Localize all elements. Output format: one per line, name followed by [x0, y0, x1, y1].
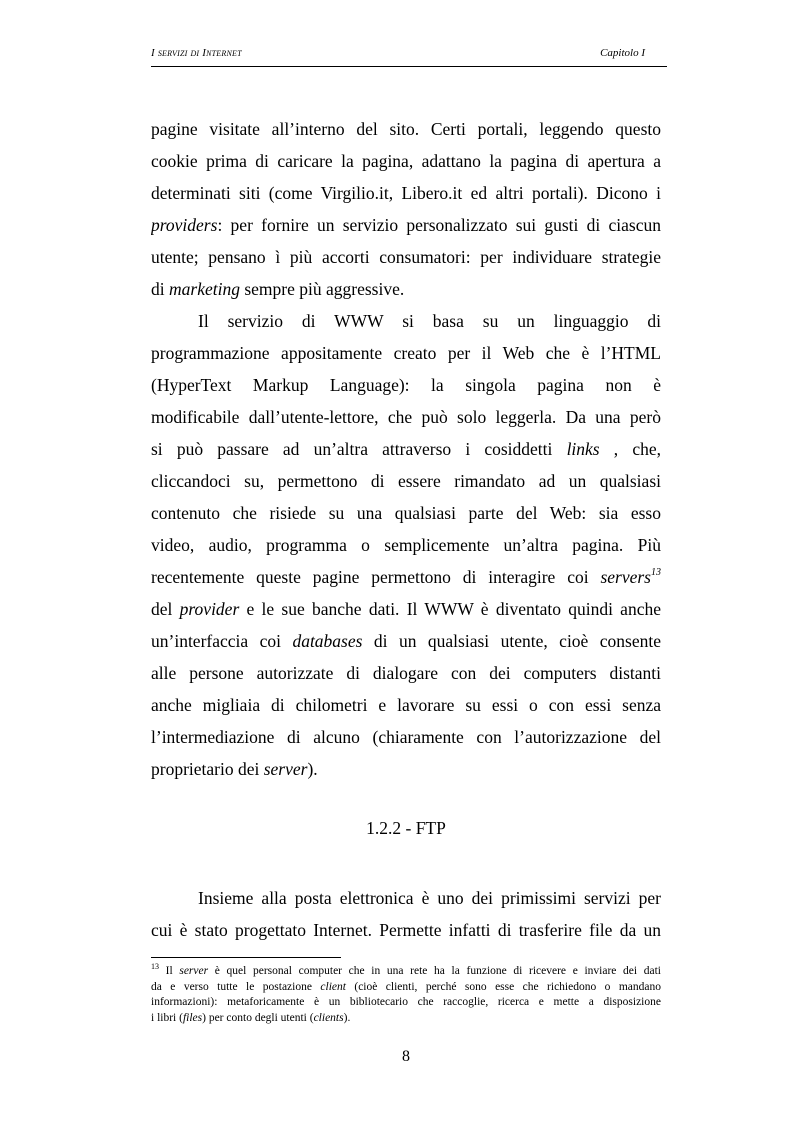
- footnote-ref: 13: [651, 567, 661, 578]
- text-line: Insieme alla posta elettronica è uno dei primissimi servizi per: [198, 888, 661, 908]
- footnote: [151, 964, 661, 1026]
- paragraph-1: [151, 113, 661, 305]
- running-header: [151, 44, 667, 67]
- text-line: (HyperText Markup Language): la singola pagina non è: [151, 375, 661, 395]
- text-line: cliccandoci su, permettono di essere rimandato ad un qualsiasi: [151, 471, 661, 491]
- footnote-line: $^{13}$ Il server è quel personal computer che in una rete ha la funzione di ricevere e inviare dei dati: [151, 962, 661, 977]
- text-line: un’interfaccia coi databases di un qualsiasi utente, cioè consente: [151, 631, 661, 651]
- text-line: recentemente queste pagine permettono di interagire coi servers$^{13}$: [151, 567, 661, 587]
- text-line: modificabile dall’utente-lettore, che può solo leggerla. Da una però: [151, 407, 661, 427]
- footnote-line: i libri (files) per conto degli utenti (clients).: [151, 1011, 351, 1024]
- text-line: cui è stato progettato Internet. Permette infatti di trasferire file da un: [151, 920, 661, 940]
- paragraph-3: [151, 882, 661, 946]
- text-line: contenuto che risiede su una qualsiasi parte del Web: sia esso: [151, 503, 661, 523]
- header-title: I servizi di Internet: [151, 47, 242, 59]
- footnote-rule: [151, 957, 341, 958]
- header-chapter: Capitolo I: [600, 47, 645, 59]
- text-line: providers: per fornire un servizio personalizzato sui gusti di ciascun: [151, 215, 661, 235]
- text-line: utente; pensano ì più accorti consumatori: per individuare strategie: [151, 247, 661, 267]
- text-line: alle persone autorizzate di dialogare con dei computers distanti: [151, 663, 661, 683]
- footnote-line: da e verso tutte le postazione client (cioè clienti, perché sono esse che richiedono o mandano: [151, 980, 661, 993]
- section-heading: 1.2.2 - FTP: [366, 818, 446, 838]
- text-line: l’intermediazione di alcuno (chiaramente con l’autorizzazione del: [151, 727, 661, 747]
- text-line: Il servizio di WWW si basa su un linguaggio di: [198, 311, 661, 331]
- main-text: [151, 113, 661, 785]
- text-line: programmazione appositamente creato per il Web che è l’HTML: [151, 343, 661, 363]
- text-line: si può passare ad un’altra attraverso i cosiddetti links , che,: [151, 439, 661, 459]
- paragraph-2: [151, 305, 661, 785]
- text-line: determinati siti (come Virgilio.it, Libero.it ed altri portali). Dicono i: [151, 183, 661, 203]
- footnote-line: informazioni): metaforicamente è un bibliotecario che raccoglie, ricerca e mette a disposizione: [151, 996, 661, 1008]
- text-line: cookie prima di caricare la pagina, adattano la pagina di apertura a: [151, 151, 661, 171]
- text-line: video, audio, programma o semplicemente un’altra pagina. Più: [151, 535, 661, 555]
- text-line: pagine visitate all’interno del sito. Certi portali, leggendo questo: [151, 119, 661, 139]
- text-line: di marketing sempre più aggressive.: [151, 279, 405, 299]
- text-line: del provider e le sue banche dati. Il WWW è diventato quindi anche: [151, 599, 661, 619]
- text-line: proprietario dei server).: [151, 759, 318, 779]
- page-number: 8: [402, 1048, 410, 1065]
- text-line: anche migliaia di chilometri e lavorare su essi o con essi senza: [151, 695, 661, 715]
